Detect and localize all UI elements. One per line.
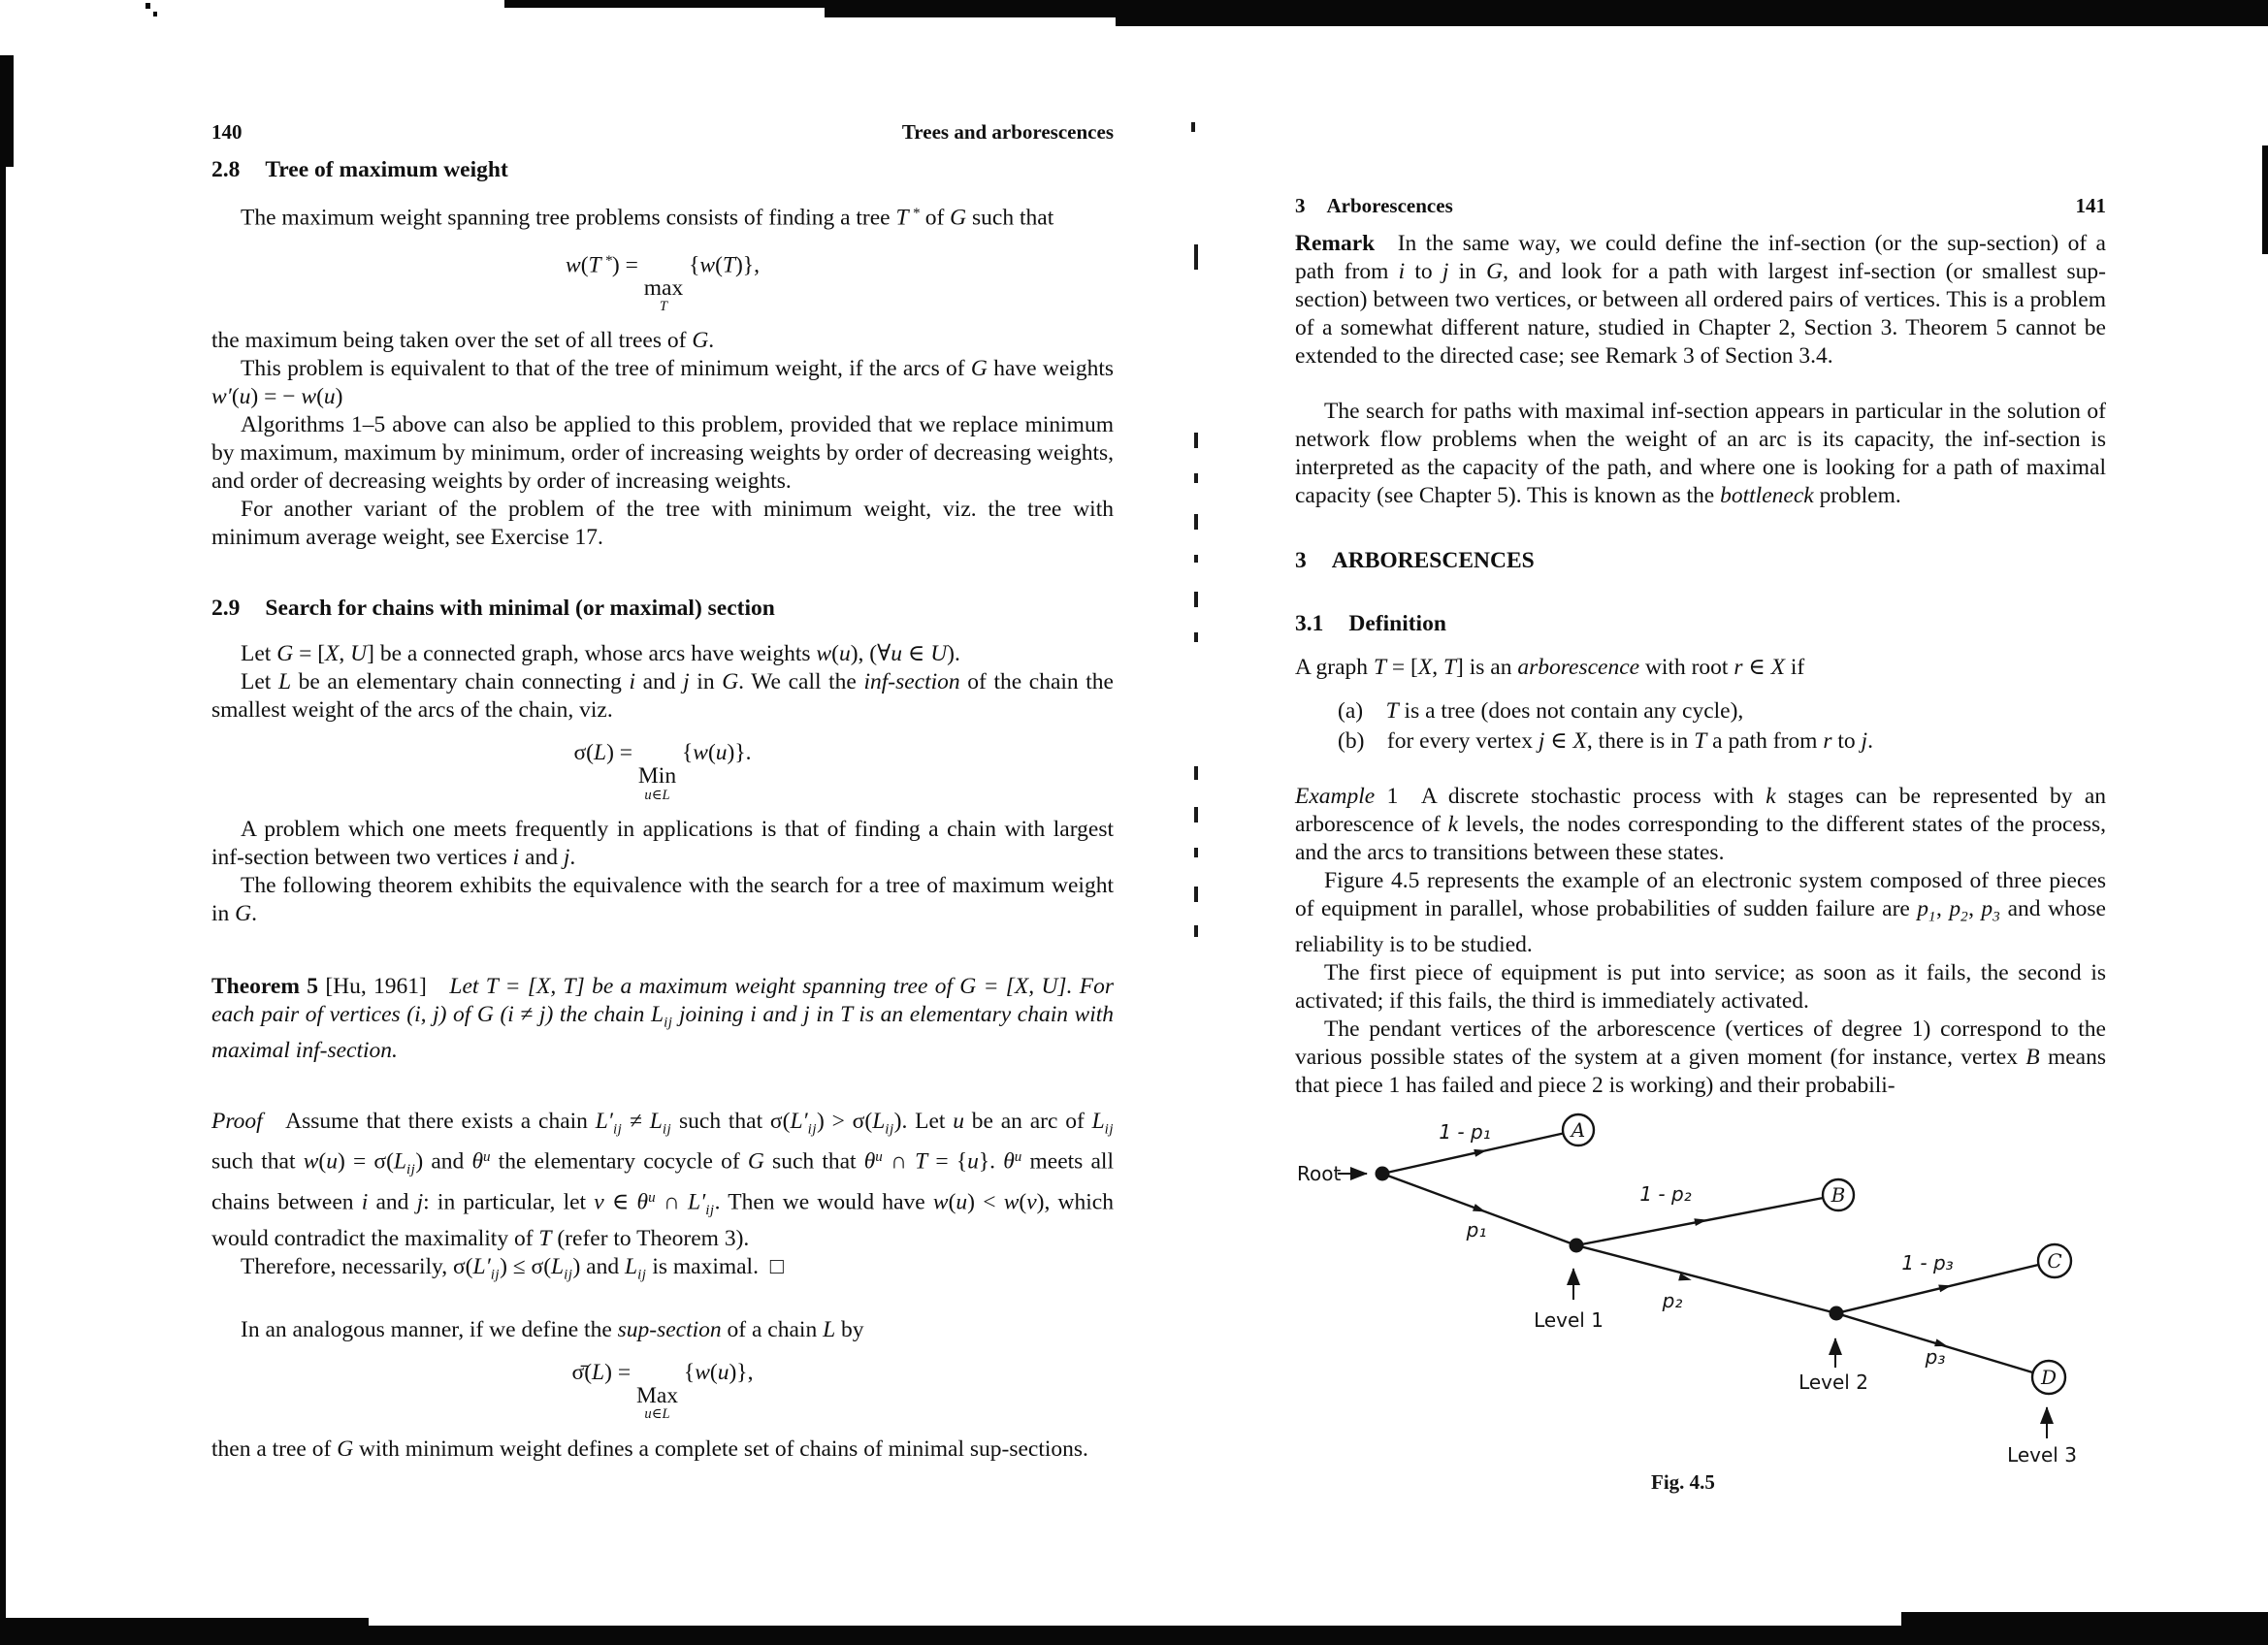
edge-label-p1: p₁ bbox=[1466, 1218, 1487, 1242]
paragraph: Let G = [X, U] be a connected graph, whose arcs have weights w(u), (∀u ∈ U). bbox=[241, 641, 960, 667]
paragraph: Algorithms 1–5 above can also be applied to this problem, provided that we replace minimum by maximum, maximum by minimum, order of increasing weights by order of decreasing weights, and order of decreasing weights by order of increasing weights. bbox=[211, 412, 1114, 495]
section-3-heading bbox=[1295, 547, 2106, 575]
paragraph: The first piece of equipment is put into service; as soon as it fails, the second is activated; if this fails, the third is immediately activated. bbox=[1295, 960, 2106, 1015]
paragraph: This problem is equivalent to that of the tree of minimum weight, if the arcs of G have weights w′(u) = − w(u) bbox=[211, 356, 1114, 410]
scan-artifact-right-edge bbox=[2262, 145, 2268, 254]
running-title: Trees and arborescences bbox=[901, 120, 1114, 144]
scan-artifact-gutter-dash bbox=[1194, 433, 1198, 448]
page-141 bbox=[1295, 192, 2106, 1496]
level2-label: Level 2 bbox=[1798, 1371, 1868, 1395]
paragraph: the maximum being taken over the set of all trees of G. bbox=[211, 328, 715, 354]
arborescence-diagram bbox=[1295, 1108, 2108, 1496]
edge-label-1-p3: 1 - p₃ bbox=[1901, 1251, 1954, 1275]
paragraph: The search for paths with maximal inf-section appears in particular in the solution of network flow problems when the weight of an arc is its capacity, the inf-section is interpreted as the capacity of the path, and where one is looking for a path of maximal capacity (see Chapter 5). This is known as the bottleneck problem. bbox=[1295, 399, 2106, 508]
edge-label-1-p2: 1 - p₂ bbox=[1639, 1182, 1692, 1207]
scan-artifact-gutter-dash bbox=[1194, 592, 1198, 607]
scan-artifact-left-notch bbox=[0, 55, 14, 167]
edge-label-p2: p₂ bbox=[1662, 1289, 1683, 1313]
level1-label: Level 1 bbox=[1534, 1308, 1604, 1333]
scan-artifact-gutter-dash bbox=[1194, 514, 1198, 530]
page-140 bbox=[211, 118, 1114, 1464]
formula-max-weight-tree: w(T *) = max T {w(T)}, bbox=[566, 252, 760, 315]
paragraph: The maximum weight spanning tree problems consists of finding a tree T * of G such that bbox=[241, 205, 1054, 231]
section-number: 2.9 bbox=[211, 596, 241, 622]
scan-artifact-gutter-dash bbox=[1194, 632, 1198, 642]
scan-artifact-gutter-dash bbox=[1194, 807, 1198, 822]
section-2-9-heading bbox=[211, 595, 1114, 623]
level3-label: Level 3 bbox=[2007, 1443, 2077, 1468]
page-140-header bbox=[211, 118, 1114, 146]
section-title: Tree of maximum weight bbox=[265, 157, 508, 182]
scan-artifact-gutter-dash bbox=[1194, 887, 1198, 902]
section-number: 3.1 bbox=[1295, 611, 1324, 636]
node-C-label: C bbox=[2047, 1249, 2062, 1274]
example-paragraph: Example 1 A discrete stochastic process with k stages can be represented by an arborescence of k levels, the nodes corresponding to the different states of the process, and the arcs to transitions between these states. bbox=[1295, 784, 2106, 865]
remark-paragraph: Remark In the same way, we could define the inf-section (or the sup-section) of a path from i to j in G, and look for a path with largest inf-section (or smallest sup-section) between two vertices, or between all ordered pairs of vertices. This is a problem of a somewhat different nature, studied in Chapter 2, Section 3. Theorem 5 cannot be extended to the directed case; see Remark 3 of Section 3.4. bbox=[1295, 231, 2106, 369]
running-title-text: Arborescences bbox=[1326, 194, 1453, 217]
section-number: 2.8 bbox=[211, 157, 241, 182]
scan-artifact-bottom bbox=[1901, 1612, 2268, 1645]
formula-sup-section: σ̄(L) = Max u∈L {w(u)}, bbox=[571, 1360, 754, 1423]
list-item-a: (a) T is a tree (does not contain any cycle), bbox=[1338, 698, 1744, 724]
list-item-b: (b) for every vertex j ∈ X, there is in T a path from r to j. bbox=[1338, 728, 1873, 754]
scan-artifact-gutter-dash bbox=[1194, 244, 1198, 270]
section-title: ARBORESCENCES bbox=[1331, 548, 1535, 573]
paragraph: then a tree of G with minimum weight defines a complete set of chains of minimal sup-sections. bbox=[211, 1435, 1088, 1462]
page-number: 140 bbox=[211, 120, 243, 144]
scan-artifact-left-edge bbox=[0, 55, 6, 1645]
page-number: 141 bbox=[2075, 194, 2106, 217]
running-title bbox=[1295, 192, 1453, 220]
paragraph: For another variant of the problem of the tree with minimum weight, viz. the tree with minimum average weight, see Exercise 17. bbox=[211, 497, 1114, 551]
edge-label-1-p1: 1 - p₁ bbox=[1439, 1120, 1491, 1145]
scan-artifact-speck bbox=[153, 12, 157, 16]
scan-artifact-gutter-dash bbox=[1191, 122, 1195, 132]
scan-artifact-gutter-dash bbox=[1194, 473, 1198, 483]
paragraph: A problem which one meets frequently in applications is that of finding a chain with largest inf-section between two vertices i and j. bbox=[211, 816, 1114, 870]
node-A-label: A bbox=[1571, 1118, 1586, 1143]
scan-artifact-top bbox=[504, 0, 834, 8]
paragraph: Figure 4.5 represents the example of an electronic system composed of three pieces of equipment in parallel, whose probabilities of sudden failure are $p_1$, $p_2$, $p_3$ and whose reliability is to be studied. bbox=[1295, 868, 2106, 958]
paragraph: The pendant vertices of the arborescence (vertices of degree 1) correspond to the various possible states of the system at a given moment (for instance, vertex B means that piece 1 has failed and piece 2 is working) and their probabili- bbox=[1295, 1016, 2106, 1099]
scan-artifact-gutter-dash bbox=[1194, 848, 1198, 857]
scan-artifact-gutter-dash bbox=[1194, 766, 1198, 780]
node-B-label: B bbox=[1831, 1183, 1846, 1208]
scan-artifact-gutter-dash bbox=[1194, 555, 1198, 563]
level2-node bbox=[1830, 1306, 1844, 1321]
section-3-1-heading bbox=[1295, 610, 2106, 638]
proof: Proof Assume that there exists a chain $L'_{ij} \ne L_{ij}$ such that $\sigma(L'_{ij}) > \sigma(L_{ij})$. Let u be an arc of $L_{ij}$ such that $w(u) = \sigma(L_{ij})$ and $\theta^u$ the elementary cocycle of G such that $\theta^u$ ∩ T = {u}. $\theta^u$ meets all chains between i and j: in particular, let v ∈ $\theta^u$ ∩ $L'_{ij}$. Then we would have w(u) < w(v), which would contradict the maximality of T (refer to Theorem 3). bbox=[211, 1109, 1115, 1251]
definition-paragraph: A graph T = [X, T] is an arborescence with root r ∈ X if bbox=[1295, 655, 1805, 680]
section-number: 3 bbox=[1295, 548, 1307, 573]
page-141-header bbox=[1295, 192, 2106, 220]
formula-inf-section: σ(L) = Min u∈L {w(u)}. bbox=[573, 740, 752, 803]
arrowhead-icon bbox=[1473, 1204, 1487, 1215]
theorem-5: Theorem 5 [Hu, 1961] Let T = [X, T] be a maximum weight spanning tree of G = [X, U]. For each pair of vertices (i, j) of G (i ≠ j) the chain $L_{ij}$ joining i and j in T is an elementary chain with maximal inf-section. bbox=[211, 973, 1115, 1064]
paragraph: In an analogous manner, if we define the sup-section of a chain L by bbox=[241, 1317, 864, 1343]
section-title: Definition bbox=[1348, 611, 1446, 636]
scan-artifact-bottom bbox=[0, 1618, 369, 1645]
paragraph: Let L be an elementary chain connecting i and j in G. We call the inf-section of the chain the smallest weight of the arcs of the chain, viz. bbox=[211, 669, 1114, 724]
scan-artifact-gutter-dash bbox=[1194, 925, 1198, 937]
level1-node bbox=[1570, 1239, 1584, 1253]
scan-artifact-top bbox=[1116, 0, 2268, 26]
paragraph: Therefore, necessarily, $\sigma(L'_{ij}) \le \sigma(L_{ij})$ and $L_{ij}$ is maximal. □ bbox=[241, 1253, 784, 1283]
paragraph: The following theorem exhibits the equivalence with the search for a tree of maximum weight in G. bbox=[211, 872, 1114, 926]
edge-level1-level2 bbox=[1576, 1245, 1836, 1313]
scan-artifact-speck bbox=[146, 3, 150, 9]
figure-4-5 bbox=[1295, 1108, 2106, 1496]
section-2-8-heading bbox=[211, 156, 1114, 184]
node-D-label: D bbox=[2040, 1366, 2057, 1390]
section-title: Search for chains with minimal (or maximal) section bbox=[265, 596, 775, 622]
root-label: Root bbox=[1297, 1162, 1342, 1186]
edge-label-p3: p₃ bbox=[1925, 1345, 1946, 1370]
root-node bbox=[1376, 1167, 1390, 1181]
edge-level1-B bbox=[1576, 1195, 1838, 1245]
figure-caption: Fig. 4.5 bbox=[1651, 1470, 1715, 1495]
running-section-number: 3 bbox=[1295, 194, 1306, 217]
